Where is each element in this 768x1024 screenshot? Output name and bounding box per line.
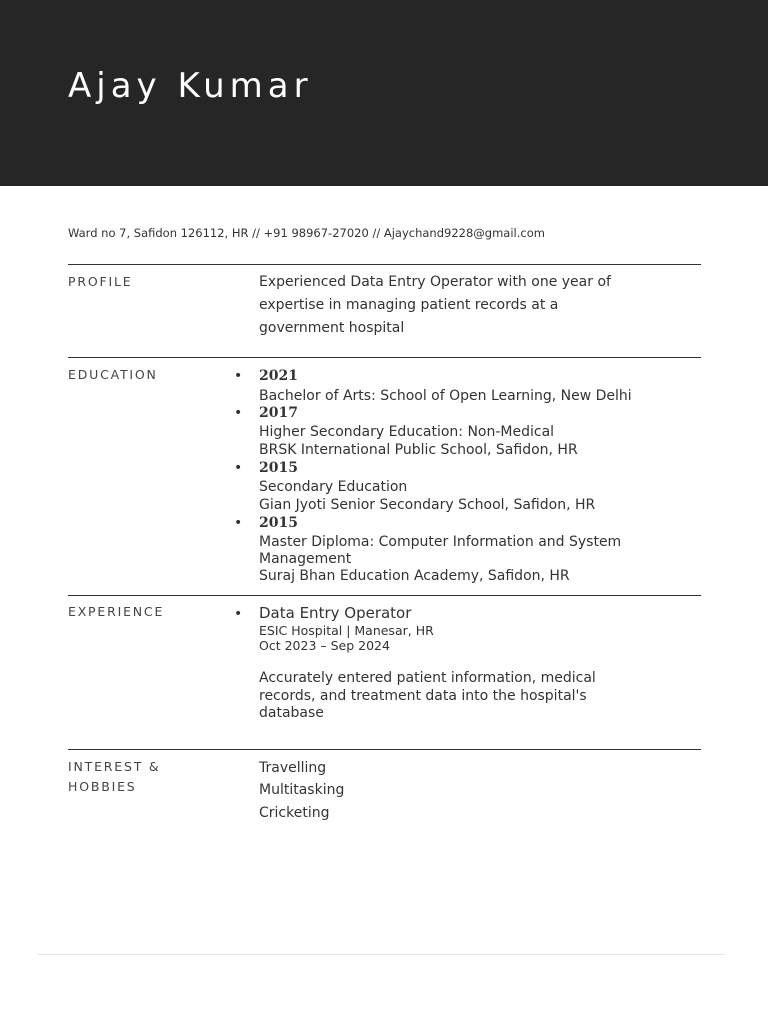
header-banner [0,0,768,186]
bullet-icon: • [234,368,243,384]
education-detail: Gian Jyoti Senior Secondary School, Safidon, HR [259,497,596,513]
section-label-line: INTEREST & [68,759,161,774]
education-detail: Secondary Education [259,479,408,495]
section-label-experience: EXPERIENCE [68,604,165,619]
candidate-name: Ajay Kumar [68,66,313,106]
education-detail: Management [259,551,352,567]
education-year: 2015 [259,460,298,476]
footer-divider [38,954,725,955]
education-detail: BRSK International Public School, Safidon, HR [259,442,578,458]
section-divider-experience [68,595,701,596]
bullet-icon: • [234,515,243,531]
hobby-item: Travelling [259,760,327,776]
education-detail: Bachelor of Arts: School of Open Learning, New Delhi [259,388,632,404]
contact-line: Ward no 7, Safidon 126112, HR // +91 98967-27020 // Ajaychand9228@gmail.com [68,226,545,240]
hobby-item: Multitasking [259,782,345,798]
education-year: 2015 [259,515,298,531]
education-year: 2021 [259,368,298,384]
bullet-icon: • [234,460,243,476]
section-divider-education [68,357,701,358]
hobby-item: Cricketing [259,805,330,821]
job-employer: ESIC Hospital | Manesar, HR [259,623,434,638]
section-divider-profile [68,264,701,265]
section-label-profile: PROFILE [68,274,133,289]
job-dates: Oct 2023 – Sep 2024 [259,638,390,653]
education-detail: Suraj Bhan Education Academy, Safidon, HR [259,568,570,584]
job-title: Data Entry Operator [259,604,412,622]
section-label-line: HOBBIES [68,779,137,794]
education-year: 2017 [259,405,298,421]
education-detail: Master Diploma: Computer Information and System [259,534,622,550]
education-detail: Higher Secondary Education: Non-Medical [259,424,555,440]
profile-text: Experienced Data Entry Operator with one year of expertise in managing patient records at a government hospital [259,274,611,336]
bullet-icon: • [234,606,243,622]
bullet-icon: • [234,405,243,421]
section-label-education: EDUCATION [68,367,158,382]
section-divider-interests [68,749,701,750]
job-description: Accurately entered patient information, medical records, and treatment data into the hospital's database [259,670,596,721]
section-label-interests [68,757,218,797]
